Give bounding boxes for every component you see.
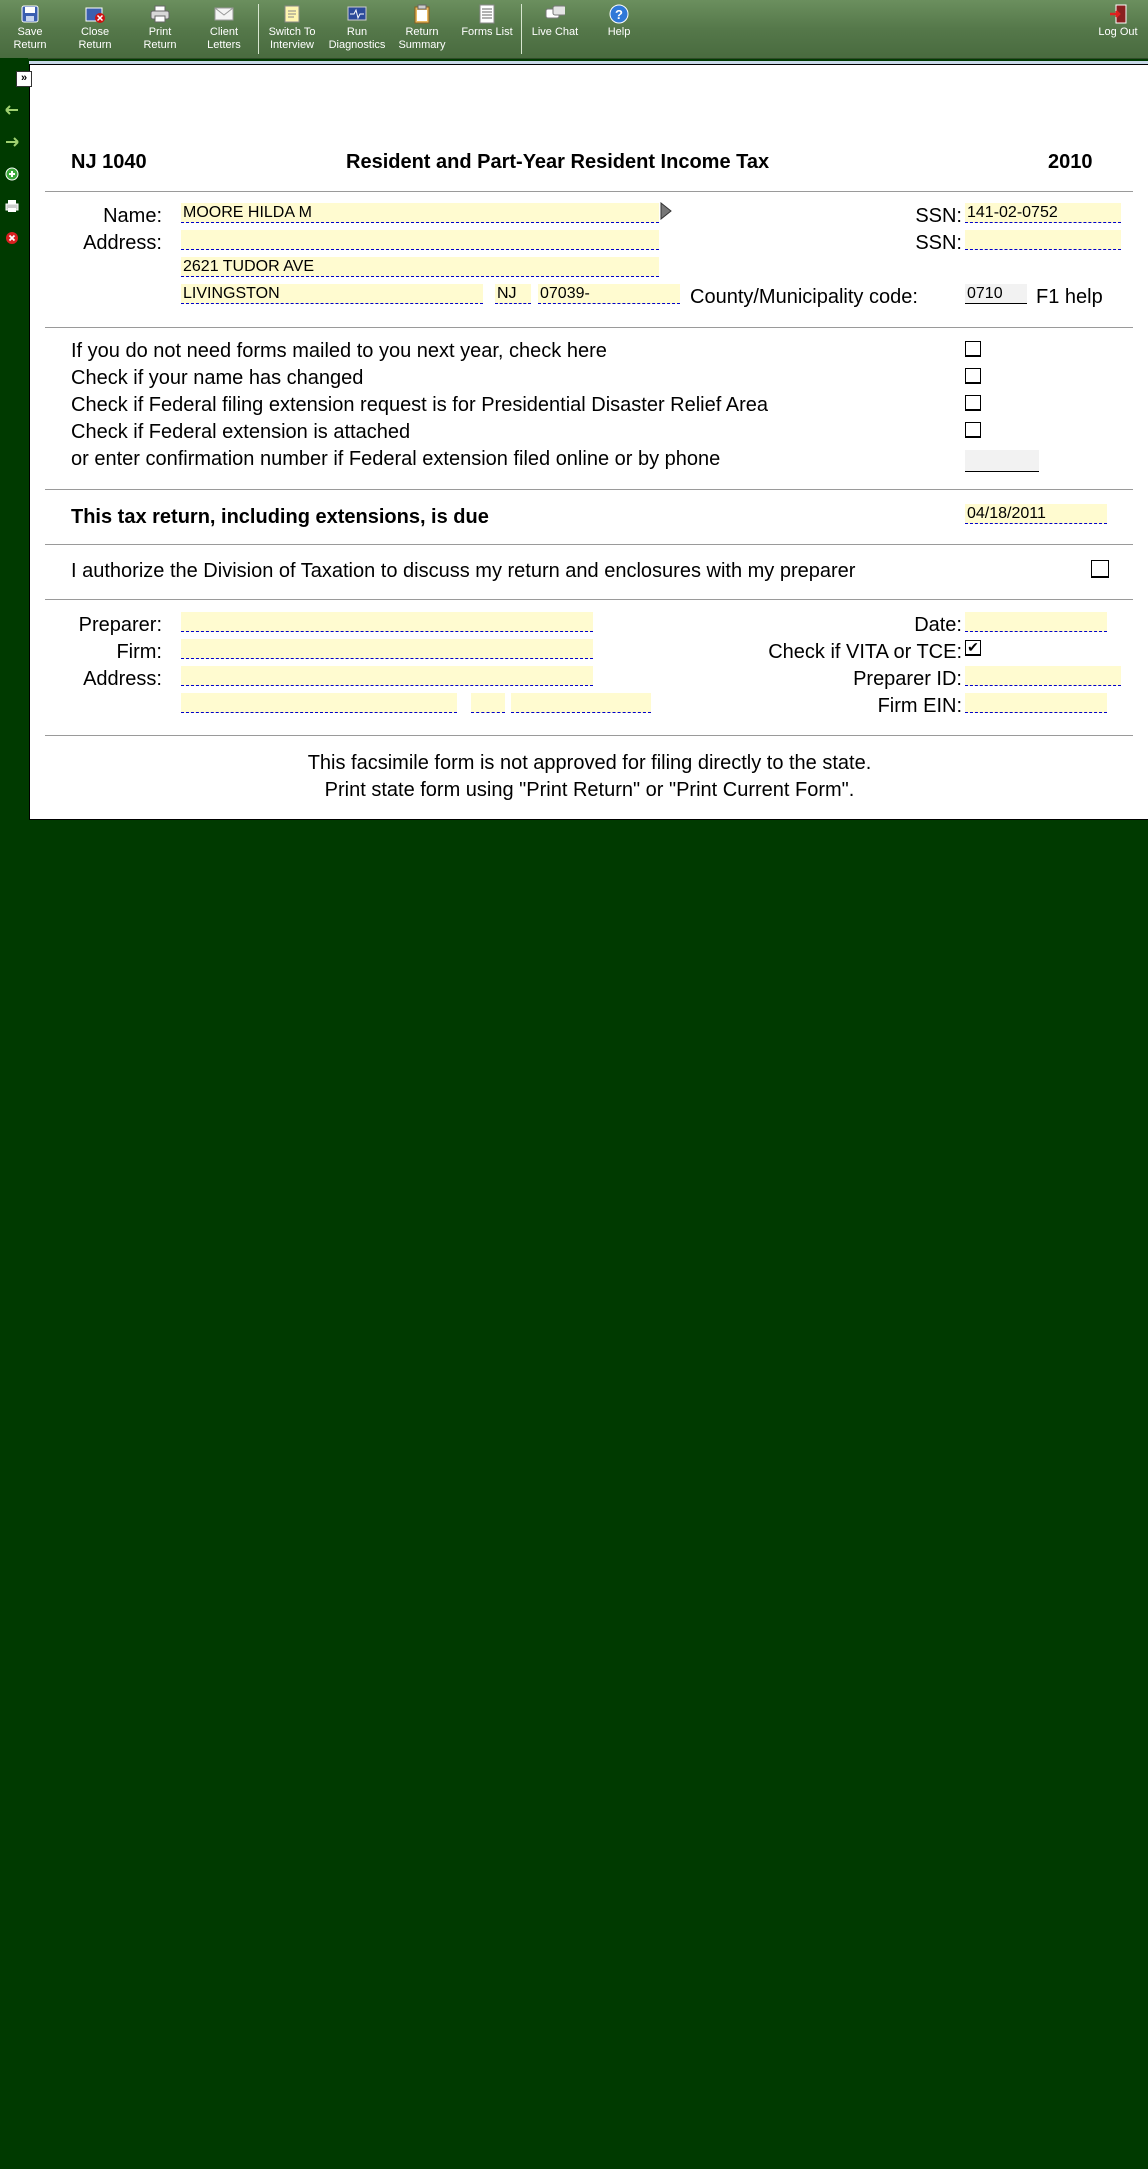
- zip-field[interactable]: 07039-: [538, 284, 680, 304]
- client-letters-button[interactable]: [202, 2, 246, 56]
- forward-arrow-icon[interactable]: [4, 134, 20, 150]
- toolbar-separator: [258, 4, 259, 54]
- floppy-disk-icon: [20, 4, 40, 24]
- preparer-state-field[interactable]: [471, 693, 505, 713]
- vita-tce-checkbox[interactable]: [965, 640, 981, 656]
- forms-list-button[interactable]: [459, 2, 515, 56]
- left-navigation-strip: [0, 58, 28, 2169]
- field-arrow-icon[interactable]: [660, 202, 672, 225]
- due-date-label: This tax return, including extensions, is due: [71, 506, 489, 528]
- live-chat-label: Live Chat: [531, 26, 579, 38]
- print-return-button[interactable]: [138, 2, 182, 56]
- add-form-icon[interactable]: [4, 166, 20, 182]
- date-label: Date:: [914, 614, 962, 636]
- toolbar-separator: [521, 4, 522, 54]
- name-field[interactable]: MOORE HILDA M: [181, 203, 659, 223]
- vita-tce-label: Check if VITA or TCE:: [768, 641, 962, 663]
- expand-panel-button[interactable]: [16, 71, 32, 87]
- ssn-field[interactable]: 141-02-0752: [965, 203, 1121, 223]
- notepad-icon: [282, 4, 302, 24]
- delete-form-icon[interactable]: [4, 230, 20, 246]
- diagnostics-monitor-icon: [347, 4, 367, 24]
- preparer-id-field[interactable]: [965, 666, 1121, 686]
- no-forms-checkbox[interactable]: [965, 341, 981, 357]
- printer-icon: [150, 4, 170, 24]
- city-field[interactable]: LIVINGSTON: [181, 284, 483, 304]
- divider: [45, 489, 1133, 490]
- preparer-address-label: Address:: [83, 668, 162, 690]
- log-out-button[interactable]: [1092, 2, 1144, 56]
- spouse-ssn-field[interactable]: [965, 230, 1121, 250]
- preparer-id-label: Preparer ID:: [853, 668, 962, 690]
- chat-bubbles-icon: [545, 4, 565, 24]
- firm-label: Firm:: [116, 641, 162, 663]
- name-changed-label: Check if your name has changed: [71, 367, 364, 389]
- return-summary-button[interactable]: [396, 2, 448, 56]
- firm-name-field[interactable]: [181, 639, 593, 659]
- name-changed-checkbox[interactable]: [965, 368, 981, 384]
- confirmation-number-label: or enter confirmation number if Federal extension filed online or by phone: [71, 448, 721, 470]
- no-forms-label: If you do not need forms mailed to you next year, check here: [71, 340, 607, 362]
- save-return-label: Save Return: [13, 26, 47, 51]
- nj1040-form-panel: [29, 64, 1148, 820]
- address-label: Address:: [83, 232, 162, 254]
- preparer-label: Preparer:: [78, 614, 162, 636]
- forms-list-label: Forms List: [461, 26, 513, 38]
- preparer-name-field[interactable]: [181, 612, 593, 632]
- help-button[interactable]: [598, 2, 640, 56]
- confirmation-number-field[interactable]: [965, 450, 1039, 472]
- address-line2-field[interactable]: 2621 TUDOR AVE: [181, 257, 659, 277]
- back-arrow-icon[interactable]: [4, 102, 20, 118]
- form-title: Resident and Part-Year Resident Income Tax: [346, 151, 770, 173]
- county-code-field[interactable]: 0710: [965, 284, 1027, 304]
- close-folder-icon: [85, 4, 105, 24]
- firm-ein-label: Firm EIN:: [877, 695, 962, 717]
- state-field[interactable]: NJ: [495, 284, 531, 304]
- divider: [45, 735, 1133, 736]
- print-instructions: Print state form using "Print Return" or "Print Current Form".: [324, 779, 855, 801]
- envelope-icon: [214, 4, 234, 24]
- close-return-label: Close Return: [78, 26, 112, 51]
- preparer-zip-field[interactable]: [511, 693, 651, 713]
- run-diagnostics-button[interactable]: [327, 2, 387, 56]
- divider: [45, 327, 1133, 328]
- client-letters-label: Client Letters: [207, 26, 241, 51]
- facsimile-notice: This facsimile form is not approved for filing directly to the state.: [307, 752, 872, 774]
- divider: [45, 544, 1133, 545]
- main-toolbar: [0, 0, 1148, 59]
- f1-help-text: F1 help: [1036, 286, 1103, 308]
- switch-interview-button[interactable]: [265, 2, 319, 56]
- name-label: Name:: [103, 205, 162, 227]
- ssn-label: SSN:: [915, 205, 962, 227]
- log-out-door-icon: [1108, 4, 1128, 24]
- extension-attached-checkbox[interactable]: [965, 422, 981, 438]
- run-diagnostics-label: Run Diagnostics: [328, 26, 386, 51]
- firm-ein-field[interactable]: [965, 693, 1107, 713]
- disaster-relief-label: Check if Federal filing extension request is for Presidential Disaster Relief Area: [71, 394, 768, 416]
- log-out-label: Log Out: [1098, 26, 1138, 38]
- address-line1-field[interactable]: [181, 230, 659, 250]
- clipboard-icon: [412, 4, 432, 24]
- divider: [45, 599, 1133, 600]
- svg-text:?: ?: [615, 7, 623, 22]
- preparer-address-field[interactable]: [181, 666, 593, 686]
- form-id: NJ 1040: [71, 151, 147, 173]
- switch-interview-label: Switch To Interview: [268, 26, 316, 51]
- close-return-button[interactable]: [72, 2, 118, 56]
- county-municipality-label: County/Municipality code:: [690, 286, 918, 308]
- checkmark-icon: ✔: [967, 639, 979, 655]
- forms-list-icon: [477, 4, 497, 24]
- save-return-button[interactable]: [8, 2, 52, 56]
- live-chat-button[interactable]: [528, 2, 582, 56]
- due-date-field[interactable]: 04/18/2011: [965, 504, 1107, 524]
- divider: [45, 191, 1133, 192]
- spouse-ssn-label: SSN:: [915, 232, 962, 254]
- extension-attached-label: Check if Federal extension is attached: [71, 421, 411, 443]
- tax-year: 2010: [1048, 151, 1093, 173]
- authorize-preparer-checkbox[interactable]: [1091, 560, 1109, 578]
- help-label: Help: [607, 26, 631, 38]
- expand-chevron-icon: »: [20, 72, 28, 84]
- preparer-city-field[interactable]: [181, 693, 457, 713]
- help-question-icon: [609, 4, 629, 24]
- print-return-label: Print Return: [143, 26, 177, 51]
- print-form-icon[interactable]: [4, 198, 20, 214]
- disaster-relief-checkbox[interactable]: [965, 395, 981, 411]
- return-summary-label: Return Summary: [398, 26, 446, 51]
- date-field[interactable]: [965, 612, 1107, 632]
- authorize-preparer-label: I authorize the Division of Taxation to discuss my return and enclosures with my preparer: [71, 560, 856, 582]
